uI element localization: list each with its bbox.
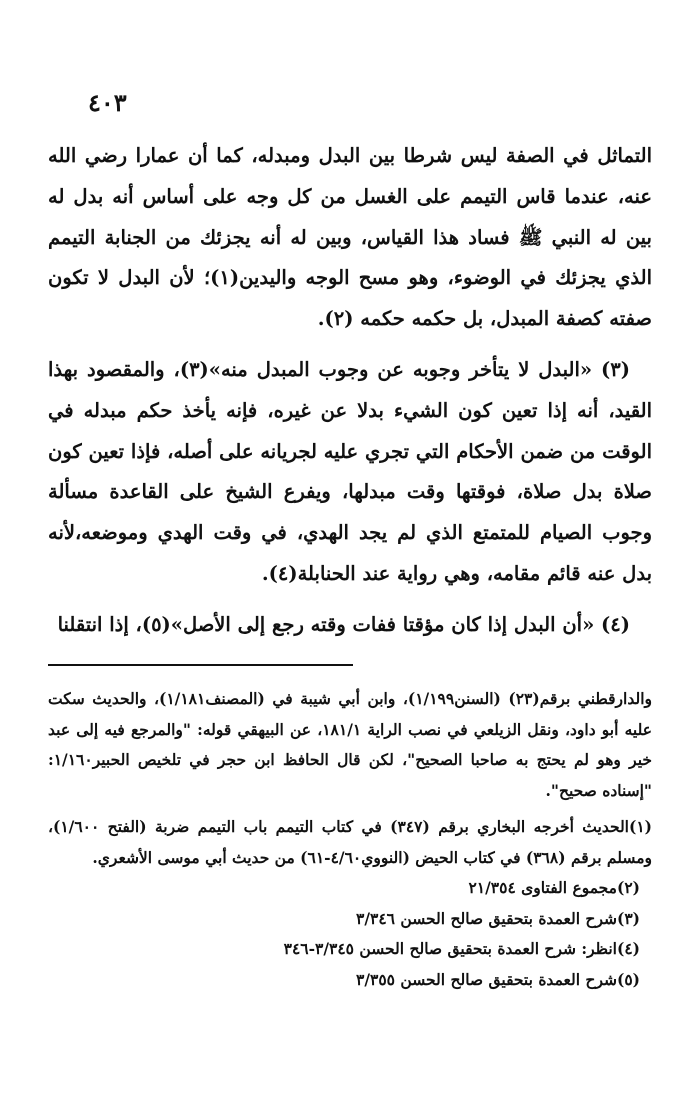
footnote-4: (٤)انظر: شرح العمدة بتحقيق صالح الحسن ٣/٣٤٥-٣٤٦ [283,939,640,958]
paragraph-continuation: التماثل في الصفة ليس شرطا بين البدل ومبدله، كما أن عمارا رضي الله عنه، عندما قاس التيمم على الغسل من كل وجه على أساس أنه بدل له بين له النبي ﷺ فساد هذا القياس، وبين له أنه يجزئك من الجنابة التيمم الذي يجزئك في الوضوء، وهو مسح الوجه واليدين(١)؛ لأن البدل لا تكون صفته كصفة المبدل، بل حكمه حكمه (٢). [48,144,652,331]
footnote-2: (٢)مجموع الفتاوى ٢١/٣٥٤ [468,878,640,897]
page-number: ٤٠٣ [88,88,127,117]
footnote-1: (١)الحديث أخرجه البخاري برقم (٣٤٧) في كتاب التيمم باب التيمم ضربة (الفتح ١/٦٠٠)، ومسلم برقم (٣٦٨) في كتاب الحيض (النووي٤/٦٠-٦١) من حديث أبي موسى الأشعري. [48,817,652,867]
footnote-continuation: والدارقطني برقم(٢٣) (السنن١/١٩٩)، وابن أبي شيبة في (المصنف١/١٨١)، والحديث سكت عليه أبو داود، ونقل الزيلعي في نصب الراية ١٨١/١، عن البيهقي قوله: "والمرجع فيه إلى عبد خير وهو لم يحتج به صاحبا الصحيح"، لكن قال الحافظ ابن حجر في تلخيص الحبير١/١٦٠: "إسناده صحيح". [48,689,652,800]
footnotes [48,684,652,995]
paragraph-rule-3: (٣) «البدل لا يتأخر وجوبه عن وجوب المبدل منه»(٣)، والمقصود بهذا القيد، أنه إذا تعين كون الشيء بدلا عن غيره، فإنه يأخذ حكم مبدله في الوقت من ضمن الأحكام التي تجري عليه لجريانه على أصله، فإذا تعين كون صلاة بدل صلاة، فوقتها وقت مبدلها، ويفرع الشيخ على القاعدة مسألة وجوب الصيام للمتمتع الذي لم يجد الهدي، في وقت الهدي وموضعه،لأنه بدل عنه قائم مقامه، وهي رواية عند الحنابلة(٤). [48,357,652,585]
footnote-5: (٥)شرح العمدة بتحقيق صالح الحسن ٣/٣٥٥ [356,969,640,989]
footnote-3: (٣)شرح العمدة بتحقيق صالح الحسن ٣/٣٤٦ [356,908,640,928]
footnote-separator [48,664,353,666]
paragraph-rule-4: (٤) «أن البدل إذا كان مؤقتا ففات وقته رجع إلى الأصل»(٥)، إذا انتقلنا [57,612,630,636]
main-text [48,136,652,656]
